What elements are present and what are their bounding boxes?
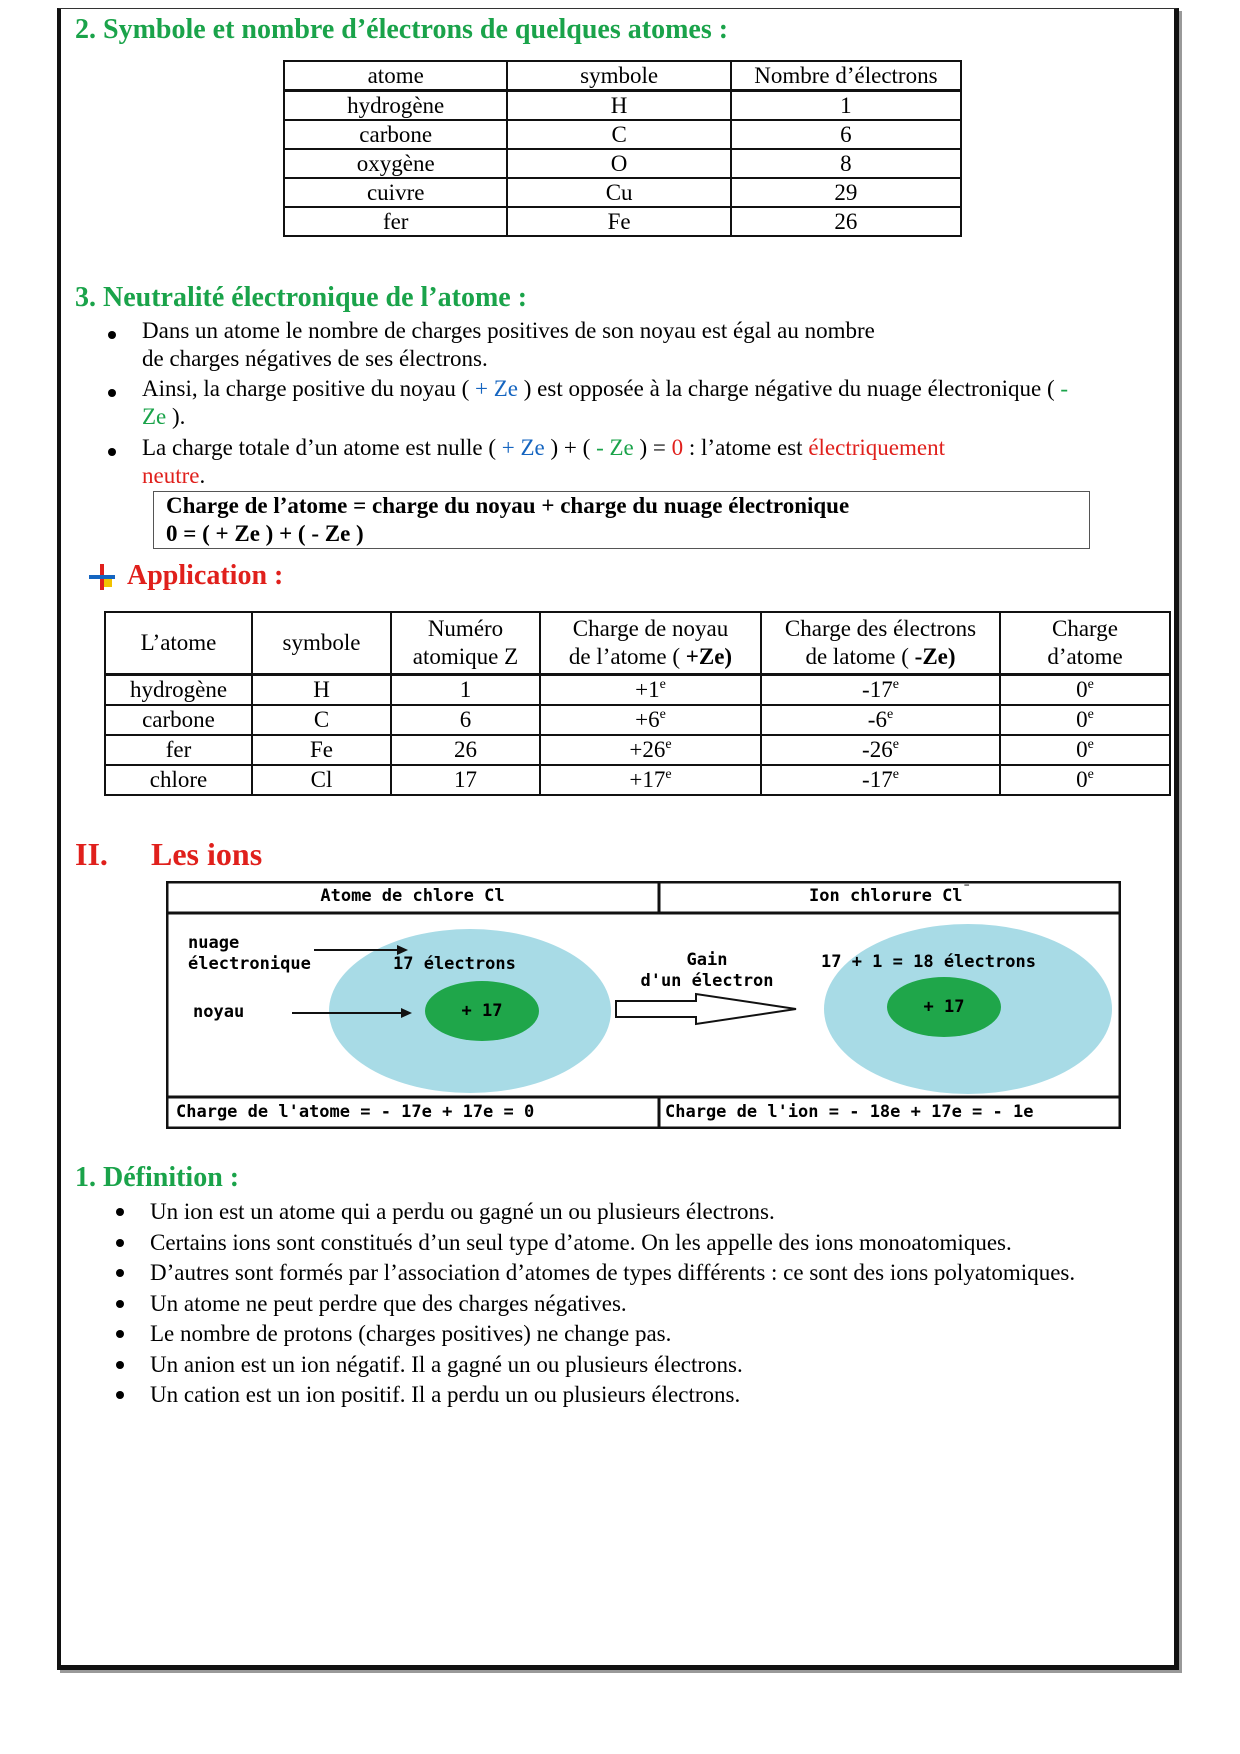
value: +1 <box>635 677 660 702</box>
value: -26 <box>862 737 893 762</box>
table-cell: Cl <box>252 765 391 795</box>
item-text: Un cation est un ion positif. Il a perdu un ou plusieurs électrons. <box>150 1382 741 1407</box>
title-text: Ion chlorure Cl <box>809 886 963 906</box>
table-cell: Fe <box>252 735 391 765</box>
ion-charge-equation: Charge de l'ion = - 18e + 17e = - 1e <box>665 1102 1034 1122</box>
bullet-icon <box>116 1208 124 1216</box>
table-cell: chlore <box>105 765 252 795</box>
neutrality-bullet-3 <box>142 434 945 490</box>
value: 0 <box>1076 767 1088 792</box>
value: +26 <box>629 737 666 762</box>
table-cell: C <box>252 705 391 735</box>
header-bold: -Ze <box>914 644 948 669</box>
unit: e <box>659 707 666 722</box>
label-line: électronique <box>188 954 311 974</box>
unit: e <box>1087 707 1094 722</box>
table-cell: cuivre <box>284 178 507 207</box>
section-ii-title: Les ions <box>151 836 263 872</box>
bullet-icon <box>116 1300 124 1308</box>
unit: e <box>886 707 894 722</box>
header-cell: symbole <box>507 61 730 91</box>
table-row <box>105 735 1170 765</box>
table-cell <box>761 765 1000 795</box>
nuage-label <box>188 933 311 975</box>
definition-list <box>116 1197 1075 1411</box>
text: ). <box>166 404 186 429</box>
table-cell <box>761 735 1000 765</box>
definition-title: 1. Définition : <box>75 1162 240 1193</box>
chlorine-diagram <box>166 881 1121 1129</box>
table-cell <box>1000 675 1170 706</box>
unit: e <box>1087 737 1094 752</box>
negative-charge: Ze <box>142 404 167 429</box>
header-line: Charge de noyau <box>572 616 729 641</box>
neutrality-bullet-2 <box>142 375 1162 431</box>
table-cell: 1 <box>391 675 540 706</box>
table-cell <box>1000 735 1170 765</box>
table-row <box>105 675 1170 706</box>
noyau-label: noyau <box>193 1002 245 1022</box>
atom-nucleus-charge: + 17 <box>461 1001 503 1021</box>
bullet-icon <box>116 1330 124 1338</box>
header-line: d’atome <box>1047 644 1123 669</box>
superscript: ⁻ <box>962 880 971 896</box>
label-line: Gain <box>686 950 728 970</box>
table-cell <box>1000 705 1170 735</box>
table-cell: Cu <box>507 178 730 207</box>
gain-label <box>612 950 802 992</box>
header-cell <box>761 612 1000 675</box>
table-row <box>284 91 961 121</box>
negative-sign: - <box>1060 376 1069 401</box>
table-cell: H <box>252 675 391 706</box>
bullet-icon <box>108 331 116 339</box>
header-cell: L’atome <box>105 612 252 675</box>
unit: e <box>1087 677 1094 692</box>
table-row <box>284 149 961 178</box>
table-cell: O <box>507 149 730 178</box>
text: . <box>199 463 206 488</box>
table-cell: fer <box>284 207 507 236</box>
unit: e <box>665 737 672 752</box>
highlight-text: neutre <box>142 463 200 488</box>
unit: e <box>1087 767 1094 782</box>
item-text: Le nombre de protons (charges positives) ne change pas. <box>150 1321 672 1346</box>
table-cell: 26 <box>391 735 540 765</box>
header-line: de latome ( <box>805 644 915 669</box>
header-bold: +Ze <box>685 644 725 669</box>
table-cell: carbone <box>284 120 507 149</box>
header-line: Charge des électrons <box>784 616 977 641</box>
negative-charge: - Ze <box>596 435 634 460</box>
atom-column-title: Atome de chlore Cl <box>320 886 505 906</box>
bullet-icon <box>108 448 116 456</box>
table-cell: 8 <box>731 149 961 178</box>
table-cell <box>761 675 1000 706</box>
table-row <box>284 207 961 236</box>
item-text: Un ion est un atome qui a perdu ou gagné un ou plusieurs électrons. <box>150 1199 775 1224</box>
table-cell <box>540 735 761 765</box>
bullet-icon <box>116 1269 124 1277</box>
positive-charge: + Ze <box>501 435 545 460</box>
header-bold: ) <box>724 644 733 669</box>
unit: e <box>892 677 899 692</box>
text: Ainsi, la charge positive du noyau ( <box>142 376 476 401</box>
table-cell: 6 <box>731 120 961 149</box>
value: +17 <box>629 767 666 792</box>
table-cell: Fe <box>507 207 730 236</box>
list-item <box>116 1228 1075 1259</box>
header-line: de l’atome ( <box>568 644 686 669</box>
bullet-text: de charges négatives de ses électrons. <box>142 346 488 371</box>
table-cell: fer <box>105 735 252 765</box>
text: ) est opposée à la charge négative du nuage électronique ( <box>518 376 1061 401</box>
list-item <box>116 1258 1075 1289</box>
value: 0 <box>1076 737 1088 762</box>
section-ii-numeral: II. <box>75 836 108 872</box>
value: +6 <box>635 707 660 732</box>
bullet-text: Dans un atome le nombre de charges positives de son noyau est égal au nombre <box>142 318 875 343</box>
label-line: d'un électron <box>640 971 774 991</box>
table-cell: 26 <box>731 207 961 236</box>
list-item <box>116 1380 1075 1411</box>
unit: e <box>665 767 672 782</box>
unit: e <box>659 677 666 692</box>
value: -17 <box>862 677 893 702</box>
header-line: Charge <box>1051 616 1118 641</box>
highlight-text: électriquement <box>808 435 945 460</box>
ion-electron-count: 17 + 1 = 18 électrons <box>821 952 1036 972</box>
value: 0 <box>1076 677 1088 702</box>
table-cell: H <box>507 91 730 121</box>
header-line: Numéro <box>427 616 504 641</box>
header-cell <box>1000 612 1170 675</box>
header-cell: symbole <box>252 612 391 675</box>
formula-line: Charge de l’atome = charge du noyau + charge du nuage électronique <box>166 493 850 518</box>
application-title: Application : <box>127 560 284 591</box>
table-row <box>105 705 1170 735</box>
text: ) = <box>633 435 672 460</box>
table-row <box>284 178 961 207</box>
table-cell: oxygène <box>284 149 507 178</box>
list-item <box>116 1350 1075 1381</box>
item-text: D’autres sont formés par l’association d’atomes de types différents : ce sont des ions polyatomiques. <box>150 1260 1076 1285</box>
header-line: atomique Z <box>412 644 519 669</box>
bullet-icon <box>116 1361 124 1369</box>
text: La charge totale d’un atome est nulle ( <box>142 435 502 460</box>
table-cell <box>761 705 1000 735</box>
table-cell: C <box>507 120 730 149</box>
table-cell: 1 <box>731 91 961 121</box>
table-cell <box>540 675 761 706</box>
section-2-title: 2. Symbole et nombre d’électrons de quelques atomes : <box>75 14 729 45</box>
table-cell: 17 <box>391 765 540 795</box>
item-text: Un anion est un ion négatif. Il a gagné un ou plusieurs électrons. <box>150 1351 743 1377</box>
table-cell: 29 <box>731 178 961 207</box>
list-item <box>116 1319 1075 1350</box>
atom-electron-count: 17 électrons <box>393 954 516 974</box>
value: -17 <box>862 767 893 792</box>
table-cell: hydrogène <box>105 675 252 706</box>
unit: e <box>892 767 899 782</box>
list-item <box>116 1197 1075 1228</box>
ion-column-title <box>659 880 1121 906</box>
ion-nucleus-charge: + 17 <box>923 997 965 1017</box>
label-line: nuage <box>188 933 240 953</box>
table-cell: hydrogène <box>284 91 507 121</box>
header-cell <box>540 612 761 675</box>
item-text: Un atome ne peut perdre que des charges négatives. <box>150 1290 627 1316</box>
table-cell: 6 <box>391 705 540 735</box>
value: 0 <box>1076 707 1088 732</box>
bullet-icon <box>116 1239 124 1247</box>
header-cell <box>391 612 540 675</box>
value: -6 <box>867 707 887 732</box>
formula-line: 0 = ( + Ze ) + ( - Ze ) <box>166 521 364 546</box>
formula-box <box>153 491 1090 549</box>
positive-charge: + Ze <box>475 376 518 401</box>
neutrality-bullet-1 <box>142 317 875 373</box>
atom-charge-equation: Charge de l'atome = - 17e + 17e = 0 <box>176 1102 535 1122</box>
section-3-title: 3. Neutralité électronique de l’atome : <box>75 282 528 313</box>
item-text: Certains ions sont constitués d’un seul type d’atome. On les appelle des ions monoatomiques. <box>150 1229 1012 1255</box>
bullet-icon <box>116 1391 124 1399</box>
table-row <box>284 120 961 149</box>
text: ) + ( <box>544 435 597 460</box>
table-cell <box>1000 765 1170 795</box>
symbols-table <box>283 60 962 237</box>
table-header-row <box>105 612 1170 675</box>
application-table <box>104 611 1171 796</box>
table-row <box>105 765 1170 795</box>
header-cell: Nombre d’électrons <box>731 61 961 91</box>
application-icon <box>89 564 115 590</box>
header-cell: atome <box>284 61 507 91</box>
table-cell: carbone <box>105 705 252 735</box>
zero-value: 0 <box>671 435 684 460</box>
bullet-icon <box>108 389 116 397</box>
table-header-row <box>284 61 961 91</box>
table-cell <box>540 705 761 735</box>
list-item <box>116 1289 1075 1320</box>
unit: e <box>892 737 899 752</box>
text: : l’atome est <box>683 435 809 460</box>
table-cell <box>540 765 761 795</box>
header-bold: ) <box>947 644 956 669</box>
